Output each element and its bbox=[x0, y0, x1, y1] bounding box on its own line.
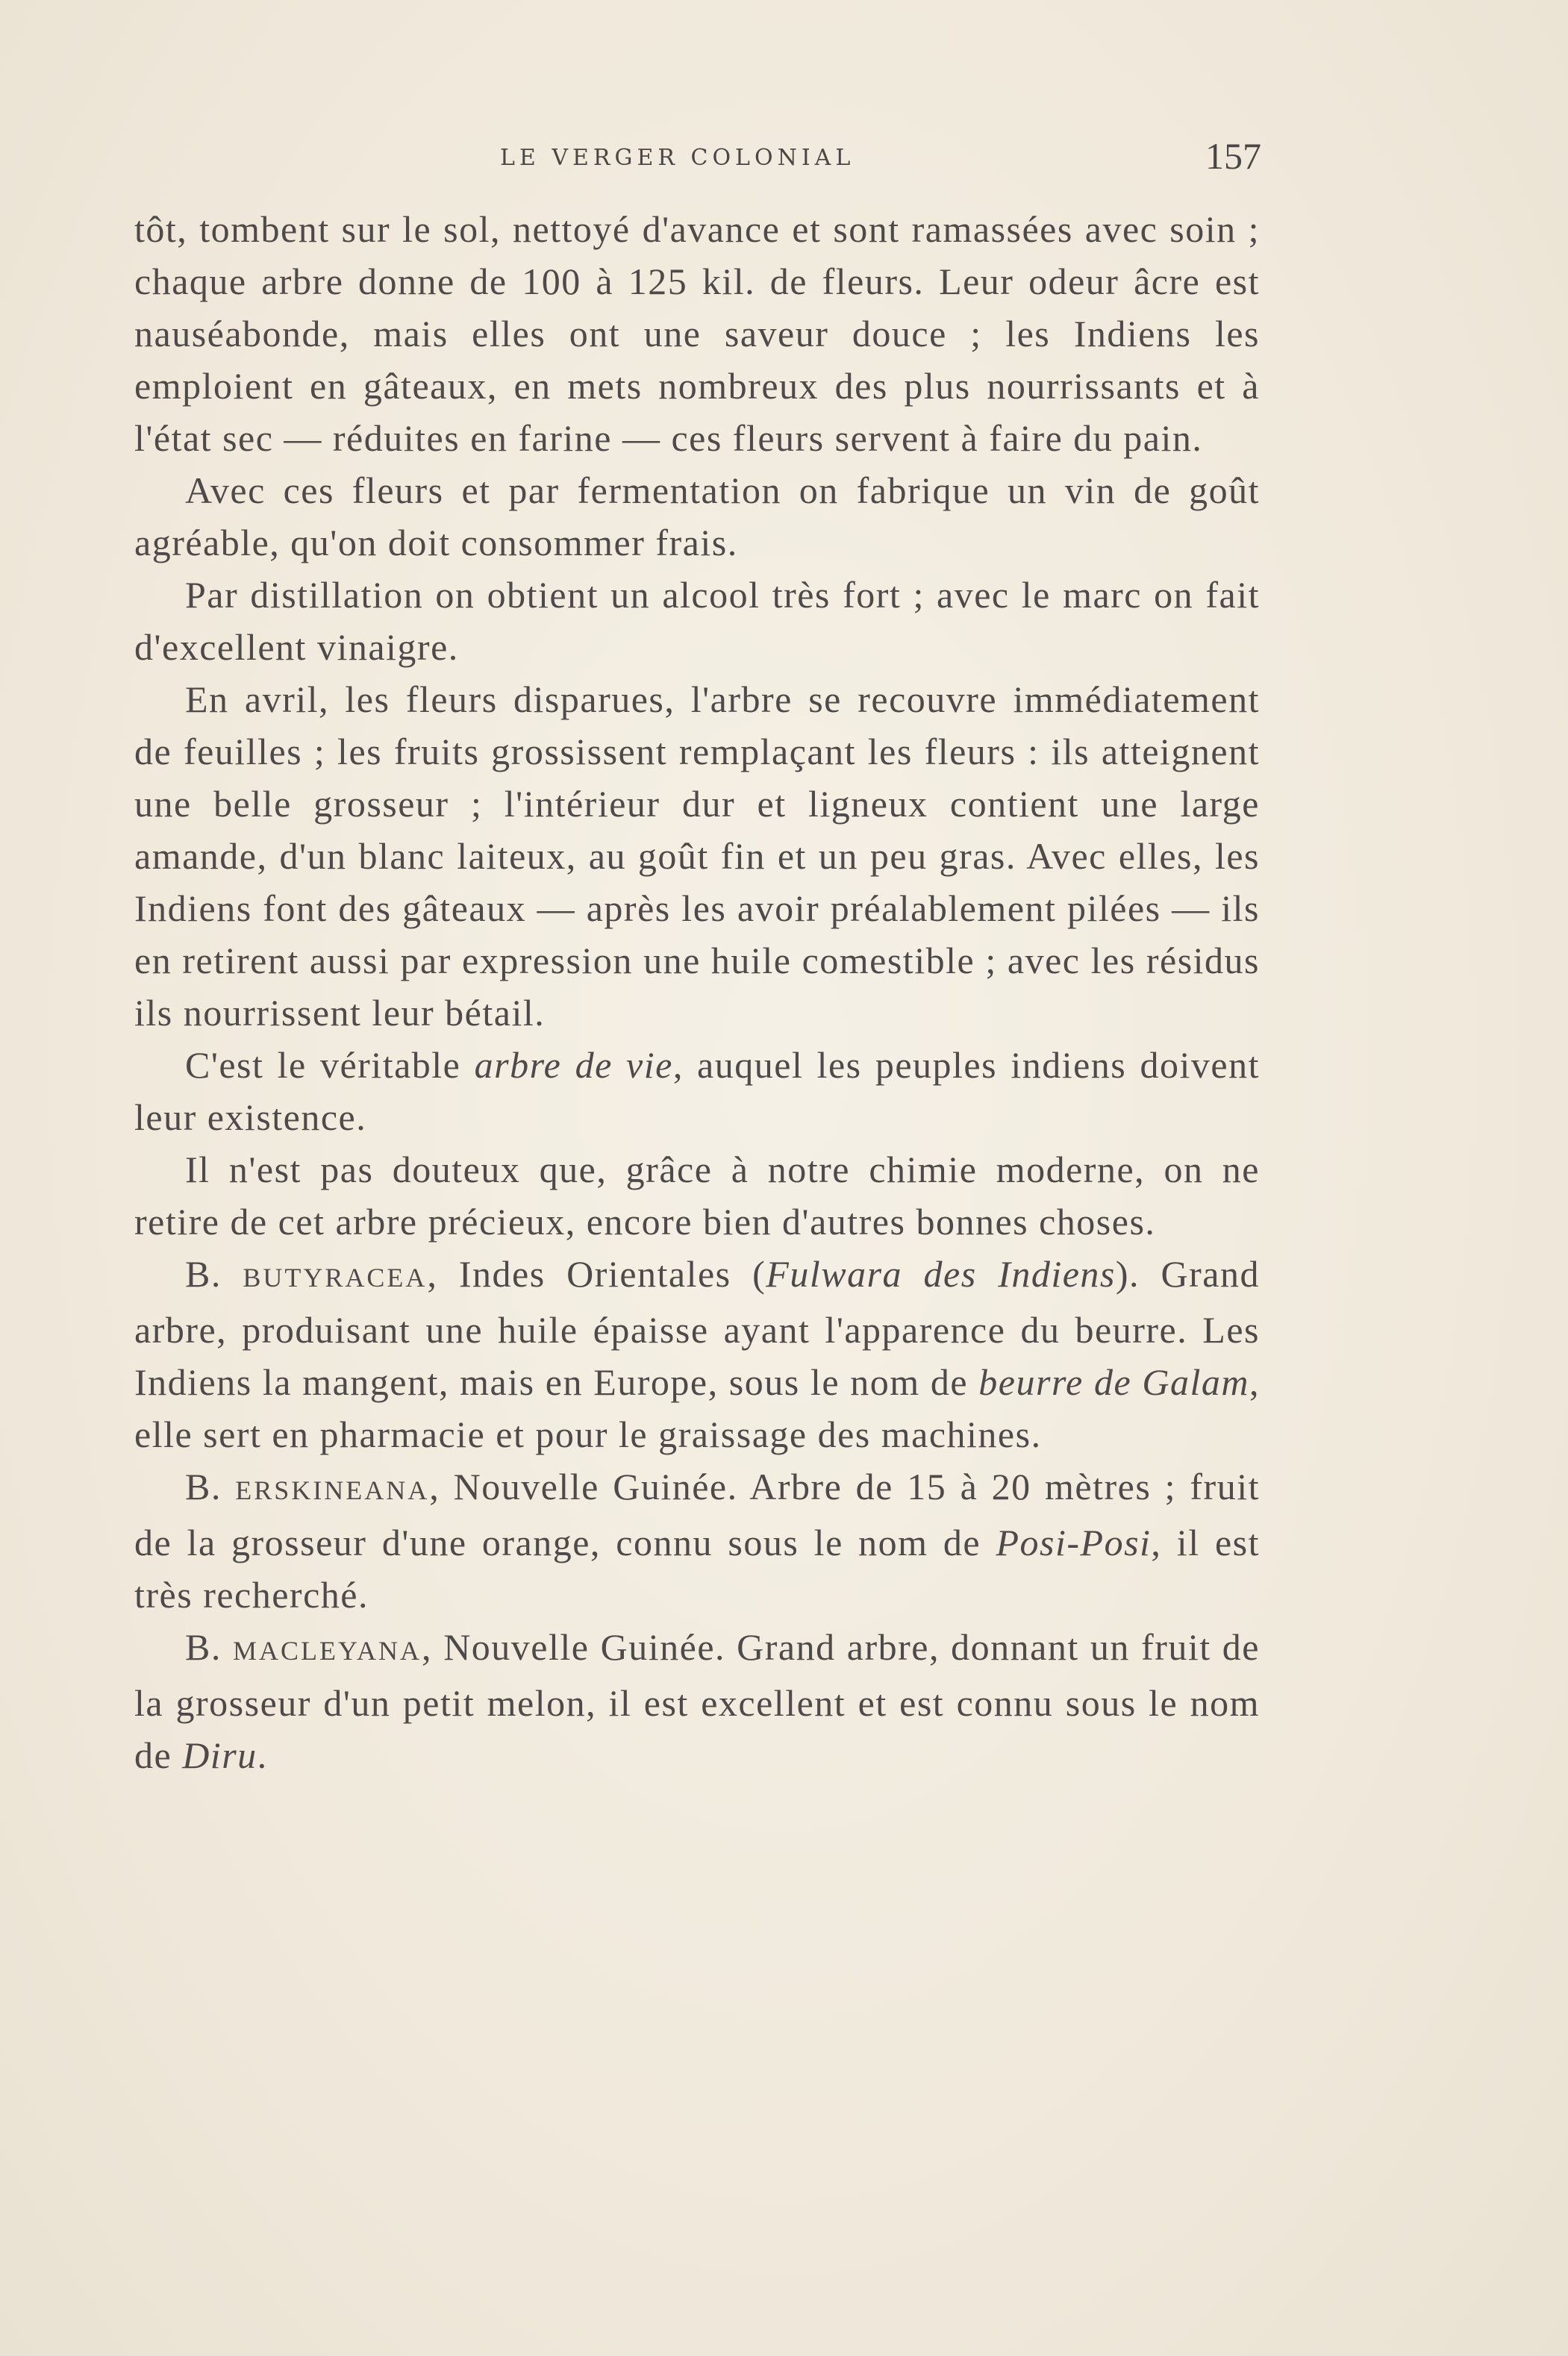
paragraph-7 bbox=[134, 1248, 1260, 1460]
running-title: LE VERGER COLONIAL bbox=[500, 145, 855, 171]
paragraph-4: En avril, les fleurs disparues, l'arbre se recouvre immédiatement de feuilles ; les fruits grossissent remplaçant les fleurs : ils atteignent une belle grosseur ; l'intérieur dur et ligneux contient une large amande, d'un blanc laiteux, au goût fin et un peu gras. Avec elles, les Indiens font des gâteaux — après les avoir préalablement pilées — ils en retirent aussi par expression une huile comestible ; avec les résidus ils nourrissent leur bétail. bbox=[134, 678, 1260, 1034]
page-header bbox=[134, 134, 1261, 187]
page-number: 157 bbox=[1205, 135, 1261, 177]
paragraph-8-text-c: , Nouvelle Guinée. Arbre de 15 à 20 mètres ; fruit de la grosseur d'une orange, connu sous le nom de bbox=[134, 1466, 1260, 1563]
paragraph-8-text-e: , il est très recherché. bbox=[134, 1522, 1261, 1616]
paragraph-5-text-a: C'est le véritable bbox=[185, 1044, 475, 1086]
paragraph-8 bbox=[134, 1460, 1260, 1621]
paragraph-7-text-a: B. bbox=[185, 1253, 243, 1295]
paragraph-8-italic-term: Posi-Posi bbox=[996, 1522, 1152, 1563]
paragraph-9-text-e: . bbox=[257, 1734, 268, 1776]
paragraph-5-italic-term: arbre de vie bbox=[474, 1044, 673, 1086]
paragraph-3: Par distillation on obtient un alcool très fort ; avec le marc on fait d'excellent vinaigre. bbox=[134, 574, 1260, 668]
paragraph-8-text-a: B. bbox=[185, 1466, 236, 1507]
paragraph-5 bbox=[134, 1039, 1260, 1143]
paragraph-7-species-name: BUTYRACEA bbox=[243, 1263, 428, 1293]
paragraph-7-italic-term: beurre de Galam bbox=[978, 1361, 1249, 1403]
body-text bbox=[134, 203, 1260, 1781]
paragraph-7-italic-local-name: Fulwara des Indiens bbox=[766, 1253, 1116, 1295]
paragraph-7-text-c: , Indes Orientales ( bbox=[427, 1253, 766, 1295]
paragraph-5-text-c: , auquel les peuples indiens doivent leur existence. bbox=[134, 1044, 1260, 1138]
paragraph-9-italic-term: Diru bbox=[182, 1734, 257, 1776]
paragraph-1: tôt, tombent sur le sol, nettoyé d'avance et sont ramassées avec soin ; chaque arbre donne de 100 à 125 kil. de fleurs. Leur odeur âcre est nauséabonde, mais elles ont une saveur douce ; les Indiens les emploient en gâteaux, en mets nombreux des plus nourrissants et à l'état sec — réduites en farine — ces fleurs servent à faire du pain. bbox=[134, 208, 1260, 459]
paragraph-7-text-g: , elle sert en pharmacie et pour le graissage des machines. bbox=[134, 1361, 1260, 1455]
paragraph-6: Il n'est pas douteux que, grâce à notre chimie moderne, on ne retire de cet arbre précieux, encore bien d'autres bonnes choses. bbox=[134, 1149, 1260, 1243]
paragraph-8-species-name: ERSKINEANA bbox=[235, 1475, 430, 1505]
paragraph-9-text-c: , Nouvelle Guinée. Grand arbre, donnant un fruit de la grosseur d'un petit melon, il est excellent et est connu sous le nom de bbox=[134, 1626, 1260, 1776]
paragraph-9-text-a: B. bbox=[185, 1626, 234, 1668]
paragraph-9-species-name: MACLEYANA bbox=[233, 1636, 422, 1666]
paragraph-2: Avec ces fleurs et par fermentation on fabrique un vin de goût agréable, qu'on doit consommer frais. bbox=[134, 469, 1260, 563]
paragraph-9 bbox=[134, 1621, 1260, 1781]
paragraph-7-text-e: ). Grand arbre, produisant une huile épaisse ayant l'apparence du beurre. Les Indiens la mangent, mais en Europe, sous le nom de bbox=[134, 1253, 1260, 1403]
